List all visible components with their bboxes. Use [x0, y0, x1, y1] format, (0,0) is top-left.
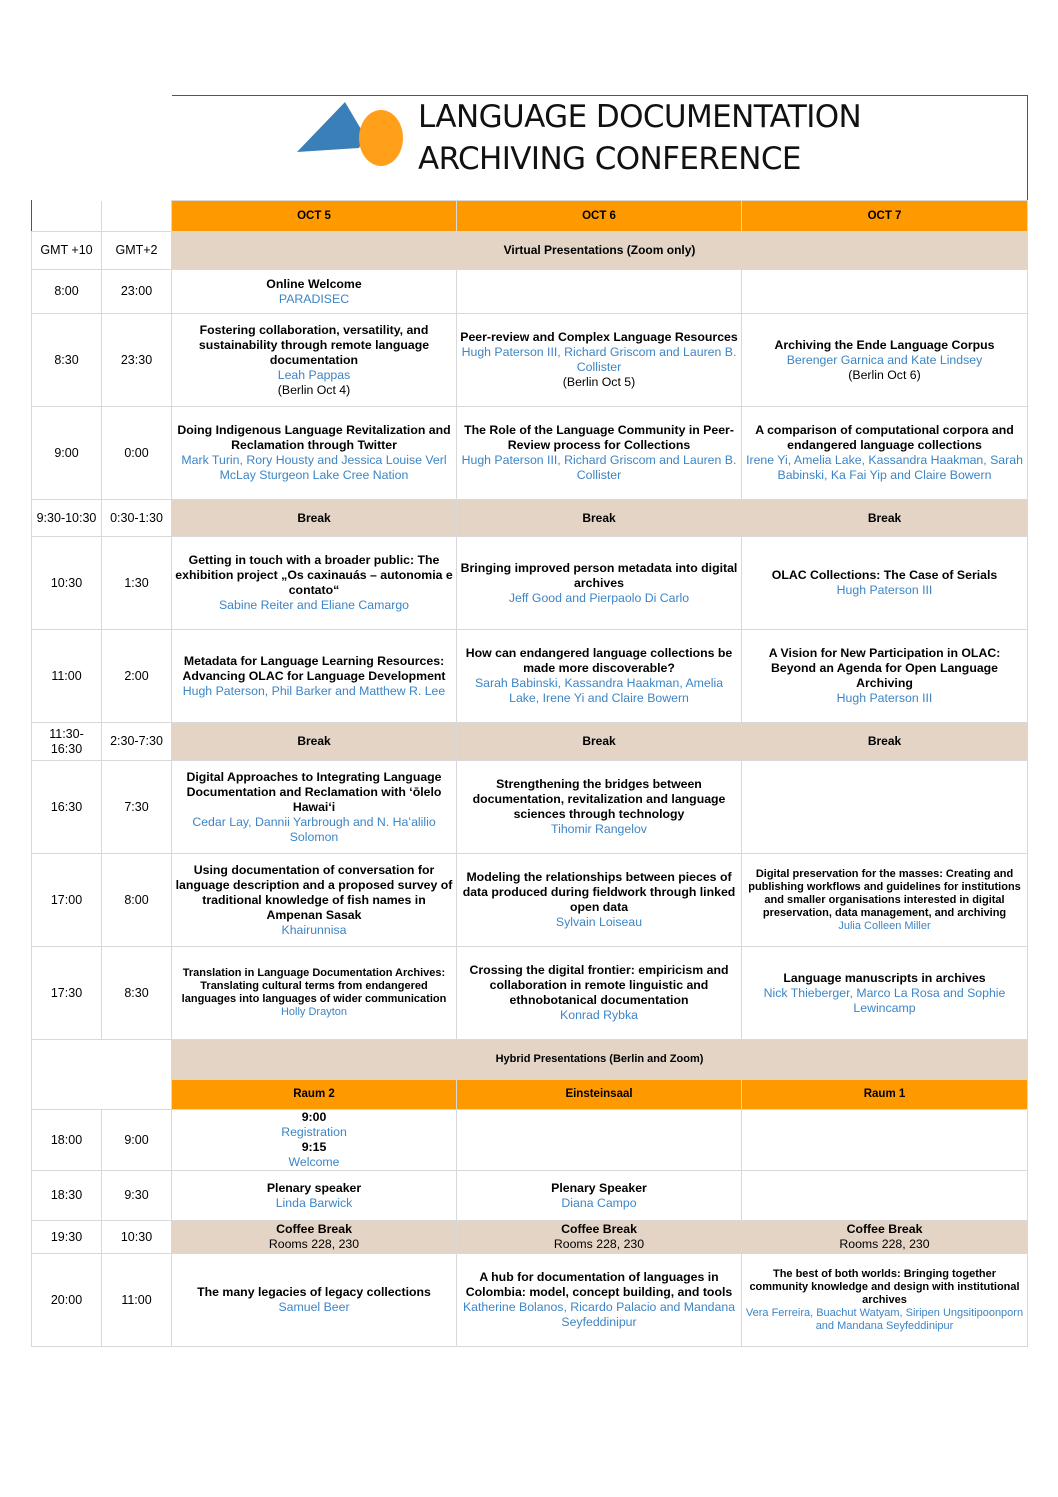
- time-gmt10: 11:00: [32, 630, 102, 723]
- session-title: Getting in touch with a broader public: The exhibition project „Os caxinauás – autonomia e contato“: [175, 553, 453, 597]
- session-row: [32, 630, 1028, 723]
- session-title: Doing Indigenous Language Revitalization and Reclamation through Twitter: [177, 423, 451, 452]
- break-cell: Break: [742, 723, 1028, 761]
- session-cell: [457, 407, 742, 500]
- session-authors: Hugh Paterson III: [836, 691, 933, 705]
- session-row: [32, 1254, 1028, 1347]
- time-gmt2: 0:00: [102, 407, 172, 500]
- time-gmt2: 8:30: [102, 947, 172, 1040]
- coffee-break-rooms: Rooms 228, 230: [839, 1237, 930, 1251]
- session-title: Plenary Speaker: [551, 1180, 647, 1195]
- break-cell: Break: [457, 500, 742, 537]
- time-gmt2: 2:30-7:30: [102, 723, 172, 761]
- conference-logo: [295, 100, 407, 170]
- session-authors: Sylvain Loiseau: [555, 915, 643, 929]
- time-gmt10: 9:30-10:30: [32, 500, 102, 537]
- time-gmt10: 16:30: [32, 761, 102, 854]
- session-authors: Hugh Paterson III, Richard Griscom and Lauren B. Collister: [461, 453, 737, 482]
- session-cell: [172, 314, 457, 407]
- session-authors: Katherine Bolanos, Ricardo Palacio and Mandana Seyfeddinipur: [462, 1300, 736, 1329]
- logo-blue-triangle: [297, 102, 365, 152]
- session-title: A comparison of computational corpora and endangered language collections: [755, 423, 1014, 452]
- time-gmt10: 18:00: [32, 1110, 102, 1171]
- session-label: Registration: [281, 1125, 347, 1139]
- time-gmt10: 19:30: [32, 1221, 102, 1254]
- session-cell: [172, 630, 457, 723]
- session-title: Using documentation of conversation for language description and a proposed survey of traditional knowledge of fish names in Ampenan Sasak: [175, 862, 453, 922]
- schedule-table: [31, 200, 1028, 1347]
- coffee-break-row: [32, 1221, 1028, 1254]
- session-title: OLAC Collections: The Case of Serials: [771, 568, 998, 582]
- session-cell: [742, 630, 1028, 723]
- break-row: [32, 723, 1028, 761]
- session-note: (Berlin Oct 6): [848, 367, 921, 382]
- logo-orange-circle: [359, 110, 403, 166]
- time-gmt10: 17:30: [32, 947, 102, 1040]
- session-cell: [172, 761, 457, 854]
- header-blank: [102, 201, 172, 232]
- session-row: [32, 761, 1028, 854]
- session-cell-empty: [742, 270, 1028, 314]
- session-row: [32, 1171, 1028, 1221]
- coffee-break-cell: [742, 1221, 1028, 1254]
- day-header: OCT 7: [742, 201, 1028, 232]
- time-gmt2: 0:30-1:30: [102, 500, 172, 537]
- break-cell: Break: [172, 723, 457, 761]
- session-cell-empty: [742, 1171, 1028, 1221]
- session-title: The best of both worlds: Bringing together community knowledge and design with institutional archives: [749, 1267, 1020, 1306]
- day-header: OCT 5: [172, 201, 457, 232]
- session-row: [32, 1110, 1028, 1171]
- session-authors: Julia Colleen Miller: [838, 919, 931, 932]
- session-authors: Diana Campo: [561, 1195, 637, 1210]
- session-label: Welcome: [288, 1155, 340, 1169]
- session-cell: [457, 761, 742, 854]
- session-title: A hub for documentation of languages in Colombia: model, concept building, and tools: [465, 1270, 733, 1299]
- session-cell: [457, 947, 742, 1040]
- break-cell: Break: [172, 500, 457, 537]
- session-title: Bringing improved person metadata into digital archives: [460, 560, 738, 590]
- coffee-break-title: Coffee Break: [561, 1222, 637, 1236]
- session-cell: [457, 314, 742, 407]
- time-gmt2: 23:00: [102, 270, 172, 314]
- session-authors: Hugh Paterson III, Richard Griscom and Lauren B. Collister: [461, 345, 737, 374]
- session-row: [32, 407, 1028, 500]
- time-gmt10: 9:00: [32, 407, 102, 500]
- hybrid-header-row: [32, 1040, 1028, 1080]
- hybrid-blank: [32, 1040, 172, 1110]
- session-row: [32, 537, 1028, 630]
- session-authors: Leah Pappas: [277, 367, 351, 382]
- session-authors: Irene Yi, Amelia Lake, Kassandra Haakman, Sarah Babinski, Ka Fai Yip and Claire Bowern: [746, 453, 1023, 482]
- session-authors: Nick Thieberger, Marco La Rosa and Sophie Lewincamp: [763, 985, 1006, 1015]
- session-row: [32, 314, 1028, 407]
- session-authors: Vera Ferreira, Buachut Watyam, Siripen Ungsitipoonporn and Mandana Seyfeddinipur: [745, 1306, 1024, 1332]
- session-cell: [172, 537, 457, 630]
- room-header: Raum 1: [742, 1080, 1028, 1110]
- session-authors: Jeff Good and Pierpaolo Di Carlo: [508, 590, 690, 605]
- session-cell: [172, 1254, 457, 1347]
- session-authors: Sarah Babinski, Kassandra Haakman, Amelia Lake, Irene Yi and Claire Bowern: [474, 676, 724, 705]
- session-time: 9:00: [301, 1110, 327, 1124]
- session-authors: Sabine Reiter and Eliane Camargo: [218, 598, 410, 612]
- session-title: Online Welcome: [266, 276, 362, 291]
- break-row: [32, 500, 1028, 537]
- session-title: Metadata for Language Learning Resources: Advancing OLAC for Language Development: [182, 653, 446, 683]
- coffee-break-cell: [457, 1221, 742, 1254]
- session-authors: Tihomir Rangelov: [551, 822, 647, 836]
- session-title: Digital Approaches to Integrating Language Documentation and Reclamation with ʻōlelo Hawaiʻi: [186, 769, 442, 814]
- session-title: How can endangered language collections be made more discoverable?: [465, 646, 733, 675]
- session-title: Plenary speaker: [266, 1180, 362, 1195]
- session-cell-empty: [742, 761, 1028, 854]
- room-header: Einsteinsaal: [457, 1080, 742, 1110]
- session-title: Fostering collaboration, versatility, and sustainability through remote language documentation: [198, 322, 430, 367]
- time-gmt2: 10:30: [102, 1221, 172, 1254]
- session-cell: [742, 1254, 1028, 1347]
- header-blank: [32, 201, 102, 232]
- break-cell: Break: [457, 723, 742, 761]
- time-gmt2: 9:00: [102, 1110, 172, 1171]
- session-title: Archiving the Ende Language Corpus: [774, 337, 995, 352]
- session-cell: [172, 1110, 457, 1171]
- session-cell: [742, 407, 1028, 500]
- hybrid-section-header: Hybrid Presentations (Berlin and Zoom): [172, 1040, 1028, 1080]
- session-cell: [457, 1171, 742, 1221]
- tz-label: GMT +10: [32, 232, 102, 270]
- session-title: Peer-review and Complex Language Resources: [460, 330, 738, 344]
- time-gmt10: 8:00: [32, 270, 102, 314]
- session-authors: Hugh Paterson III: [836, 583, 933, 597]
- day-header-row: [32, 201, 1028, 232]
- session-cell: [742, 854, 1028, 947]
- session-cell: [172, 270, 457, 314]
- session-authors: Konrad Rybka: [560, 1008, 638, 1022]
- session-title: Strengthening the bridges between documentation, revitalization and language sciences through technology: [472, 777, 726, 821]
- room-header-row: [32, 1080, 1028, 1110]
- session-cell-empty: [457, 270, 742, 314]
- time-gmt10: 18:30: [32, 1171, 102, 1221]
- session-cell: [742, 314, 1028, 407]
- time-gmt2: 8:00: [102, 854, 172, 947]
- session-row: [32, 947, 1028, 1040]
- session-cell: [172, 854, 457, 947]
- coffee-break-title: Coffee Break: [276, 1222, 352, 1236]
- session-cell: [172, 407, 457, 500]
- time-gmt2: 11:00: [102, 1254, 172, 1347]
- session-cell: [742, 947, 1028, 1040]
- session-cell-empty: [742, 1110, 1028, 1171]
- time-gmt2: 7:30: [102, 761, 172, 854]
- conference-title: [418, 96, 861, 180]
- time-gmt2: 2:00: [102, 630, 172, 723]
- session-cell-empty: [457, 1110, 742, 1171]
- time-gmt2: 9:30: [102, 1171, 172, 1221]
- time-gmt10: 10:30: [32, 537, 102, 630]
- session-title: The Role of the Language Community in Peer-Review process for Collections: [464, 423, 734, 452]
- session-row: [32, 270, 1028, 314]
- session-note: (Berlin Oct 4): [277, 382, 351, 397]
- coffee-break-rooms: Rooms 228, 230: [268, 1237, 360, 1251]
- session-row: [32, 854, 1028, 947]
- coffee-break-cell: [172, 1221, 457, 1254]
- time-gmt2: 1:30: [102, 537, 172, 630]
- session-time: 9:15: [301, 1140, 327, 1154]
- session-title: Language manuscripts in archives: [783, 970, 986, 985]
- session-cell: [457, 537, 742, 630]
- session-authors: Khairunnisa: [281, 922, 347, 937]
- session-title: Translation in Language Documentation Archives: Translating cultural terms from endangered languages into languages of wider communication: [181, 967, 447, 1005]
- session-authors: Samuel Beer: [278, 1300, 350, 1314]
- tz-label: GMT+2: [102, 232, 172, 270]
- session-cell: [742, 537, 1028, 630]
- time-gmt2: 23:30: [102, 314, 172, 407]
- timezone-row: [32, 232, 1028, 270]
- session-title: Modeling the relationships between pieces of data produced during fieldwork through linked open data: [462, 870, 736, 914]
- session-title: A Vision for New Participation in OLAC: Beyond an Agenda for Open Language Archiving: [768, 646, 1001, 690]
- time-gmt10: 17:00: [32, 854, 102, 947]
- session-cell: [457, 1254, 742, 1347]
- coffee-break-rooms: Rooms 228, 230: [553, 1237, 645, 1251]
- session-cell: [172, 1171, 457, 1221]
- title-line-2: ARCHIVING CONFERENCE: [418, 141, 801, 177]
- session-title: The many legacies of legacy collections: [197, 1285, 431, 1299]
- day-header: OCT 6: [457, 201, 742, 232]
- session-authors: Hugh Paterson, Phil Barker and Matthew R. Lee: [182, 683, 446, 698]
- session-authors: Holly Drayton: [280, 1006, 348, 1018]
- session-authors: PARADISEC: [278, 291, 350, 306]
- session-authors: Linda Barwick: [275, 1195, 353, 1210]
- room-header: Raum 2: [172, 1080, 457, 1110]
- session-cell: [457, 854, 742, 947]
- session-note: (Berlin Oct 5): [562, 375, 636, 389]
- session-cell: [457, 630, 742, 723]
- break-cell: Break: [742, 500, 1028, 537]
- session-title: Crossing the digital frontier: empiricism and collaboration in remote linguistic and ethnobotanical documentation: [469, 963, 729, 1007]
- time-gmt10: 11:30-16:30: [32, 723, 102, 761]
- session-title: Digital preservation for the masses: Creating and publishing workflows and guidelines for institutions and smaller organisations interested in digital preservation, data management, and archiving: [748, 867, 1021, 919]
- time-gmt10: 8:30: [32, 314, 102, 407]
- title-line-1: LANGUAGE DOCUMENTATION: [418, 99, 862, 135]
- session-authors: Mark Turin, Rory Housty and Jessica Louise Verl McLay Sturgeon Lake Cree Nation: [181, 453, 447, 482]
- session-authors: Berenger Garnica and Kate Lindsey: [786, 352, 983, 367]
- virtual-section-header: Virtual Presentations (Zoom only): [172, 232, 1028, 270]
- session-cell: [172, 947, 457, 1040]
- time-gmt10: 20:00: [32, 1254, 102, 1347]
- coffee-break-title: Coffee Break: [846, 1222, 923, 1236]
- session-authors: Cedar Lay, Dannii Yarbrough and N. Haʻalilio Solomon: [192, 814, 436, 844]
